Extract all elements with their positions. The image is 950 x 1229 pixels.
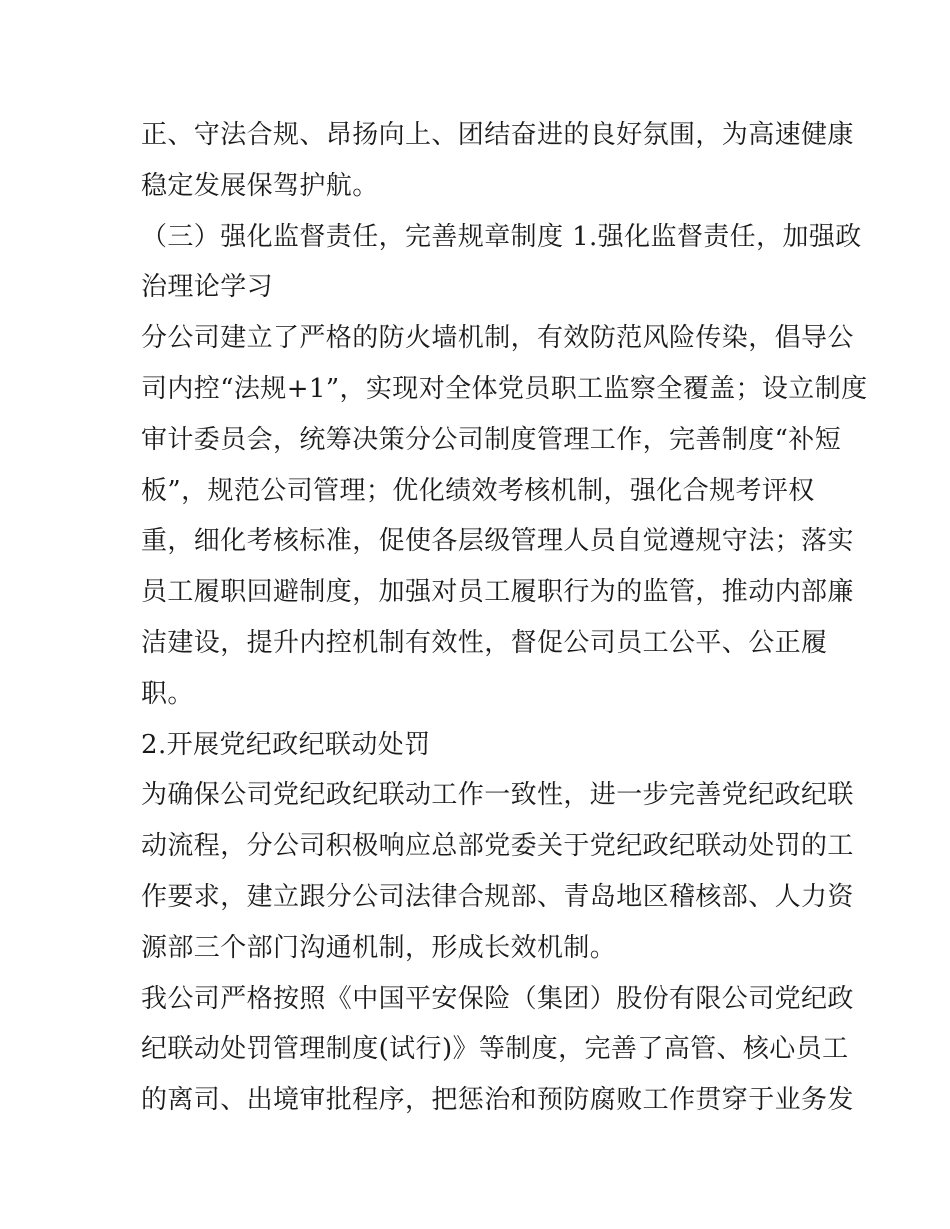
text-line: 正、守法合规、昂扬向上、团结奋进的良好氛围，为高速健康 <box>141 120 854 150</box>
text-line: 重，细化考核标准，促使各层级管理人员自觉遵规守法；落实 <box>141 526 854 557</box>
text-line: 为确保公司党纪政纪联动工作一致性，进一步完善党纪政纪联 <box>141 780 854 811</box>
body-text <box>141 110 868 1126</box>
text-line: 职。 <box>141 678 194 709</box>
text-line: 洁建设，提升内控机制有效性，督促公司员工公平、公正履 <box>141 627 828 658</box>
text-line: 动流程，分公司积极响应总部党委关于党纪政纪联动处罚的工 <box>141 831 854 862</box>
section-heading: 治理论学习 <box>141 272 274 303</box>
text-line: 稳定发展保驾护航。 <box>141 170 379 201</box>
text-line: 纪联动处罚管理制度(试行)》等制度，完善了高管、核心员工 <box>141 1034 849 1065</box>
text-line: 我公司严格按照《中国平安保险（集团）股份有限公司党纪政 <box>141 983 854 1014</box>
text-line: 作要求，建立跟分公司法律合规部、青岛地区稽核部、人力资 <box>141 881 854 912</box>
text-line: 的离司、出境审批程序，把惩治和预防腐败工作贯穿于业务发 <box>141 1085 854 1116</box>
text-line: 板”，规范公司管理；优化绩效考核机制，强化合规考评权 <box>141 475 815 506</box>
text-line: 司内控“法规+1”，实现对全体党员职工监察全覆盖；设立制度 <box>141 373 868 404</box>
text-line: 员工履职回避制度，加强对员工履职行为的监管，推动内部廉 <box>141 577 854 608</box>
subsection-heading: 2.开展党纪政纪联动处罚 <box>141 729 431 760</box>
text-line: 分公司建立了严格的防火墙机制，有效防范风险传染，倡导公 <box>141 323 854 354</box>
text-line: 源部三个部门沟通机制，形成长效机制。 <box>141 932 617 963</box>
text-line: 审计委员会，统筹决策分公司制度管理工作，完善制度“补短 <box>141 424 842 455</box>
section-heading: （三）强化监督责任，完善规章制度 1.强化监督责任，加强政 <box>141 221 862 252</box>
